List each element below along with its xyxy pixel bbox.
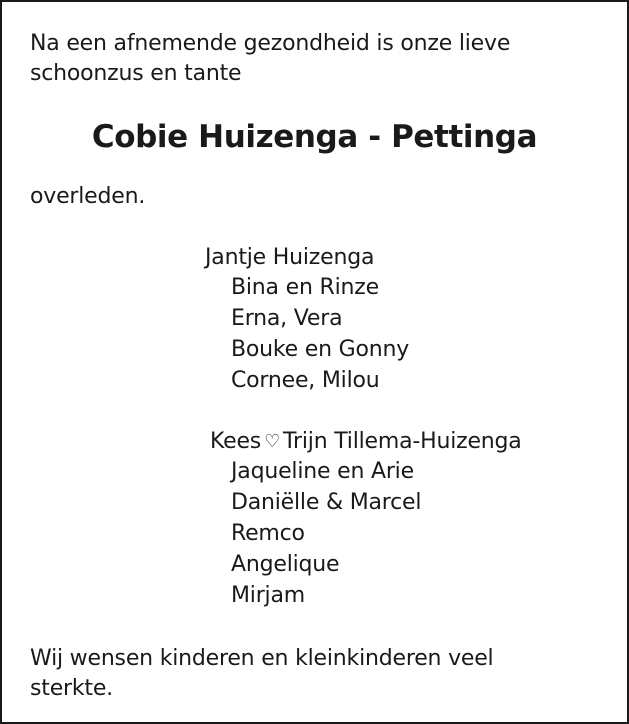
intro-text xyxy=(30,29,510,89)
closing-line-1: Wij wensen kinderen en kleinkinderen veel xyxy=(30,646,494,671)
family-2-member: Mirjam xyxy=(231,583,305,608)
family-2-member: Daniëlle & Marcel xyxy=(231,490,422,515)
heart-outline-icon: ♡ xyxy=(264,431,281,452)
family-2-head xyxy=(210,427,522,457)
family-block-2 xyxy=(210,427,522,617)
closing-line-2: sterkte. xyxy=(30,676,113,701)
family-2-member: Angelique xyxy=(231,552,340,577)
family-2-head-first: Kees xyxy=(210,429,262,454)
family-1-member: Bouke en Gonny xyxy=(231,337,410,362)
family-1-member: Bina en Rinze xyxy=(231,275,379,300)
family-block-1 xyxy=(205,243,410,423)
intro-line-2: schoonzus en tante xyxy=(30,61,242,86)
family-1-head: Jantje Huizenga xyxy=(205,245,375,270)
deceased-name: Cobie Huizenga - Pettinga xyxy=(91,119,538,155)
family-1-member: Erna, Vera xyxy=(231,306,343,331)
family-2-head-rest: Trijn Tillema-Huizenga xyxy=(283,429,522,454)
closing-text xyxy=(30,644,493,704)
intro-line-1: Na een afnemende gezondheid is onze lieve xyxy=(30,31,511,56)
family-2-member: Jaqueline en Arie xyxy=(231,459,414,484)
status-text: overleden. xyxy=(30,184,146,209)
family-2-member: Remco xyxy=(231,521,305,546)
family-1-member: Cornee, Milou xyxy=(231,368,380,393)
